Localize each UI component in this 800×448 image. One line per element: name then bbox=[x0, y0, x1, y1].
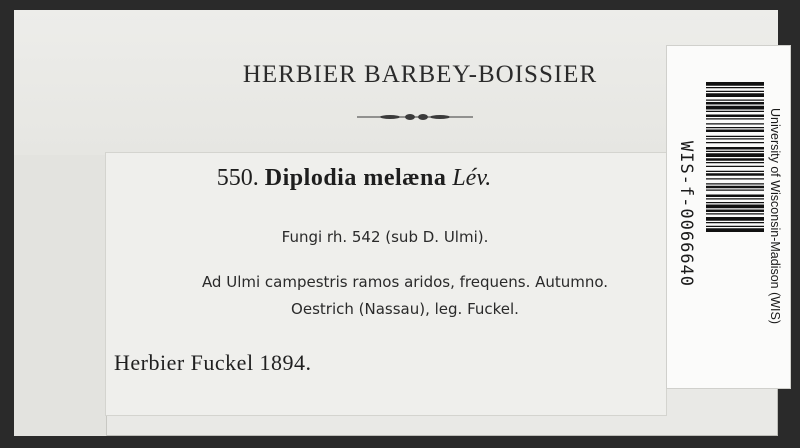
barcode-bar bbox=[706, 142, 764, 143]
barcode-bar bbox=[706, 173, 764, 176]
herbarium-header: HERBIER BARBEY-BOISSIER bbox=[242, 61, 598, 88]
taxon-name: Diplodia melæna bbox=[264, 165, 447, 191]
taxon-author: Lév. bbox=[452, 165, 492, 191]
barcode-bar bbox=[706, 186, 764, 189]
barcode-bar bbox=[706, 195, 764, 198]
barcode-bar bbox=[706, 171, 764, 172]
barcode-bar bbox=[706, 153, 764, 157]
barcode-bar bbox=[706, 226, 764, 227]
envelope-side-flap bbox=[14, 155, 107, 436]
barcode-bar bbox=[706, 82, 764, 86]
barcode-bar bbox=[706, 213, 764, 214]
barcode-bar bbox=[706, 183, 764, 184]
barcode-bar bbox=[706, 100, 764, 101]
catalog-number: WIS-f-0066640 bbox=[676, 140, 696, 288]
institution-name: University of Wisconsin-Madison (WIS) bbox=[768, 107, 782, 325]
barcode-bar bbox=[706, 102, 764, 105]
barcode-bar bbox=[706, 106, 764, 110]
barcode-bar bbox=[706, 151, 764, 152]
herbarium-source: Herbier Fuckel 1894. bbox=[114, 350, 312, 375]
barcode-bar bbox=[706, 91, 764, 92]
barcode-bar bbox=[706, 127, 764, 128]
barcode-bar bbox=[706, 118, 764, 119]
barcode-bar bbox=[706, 222, 764, 223]
barcode-bar bbox=[706, 162, 764, 163]
ornament-divider-icon bbox=[355, 110, 475, 124]
specimen-number: 550. bbox=[216, 165, 259, 191]
barcode-icon bbox=[706, 80, 764, 352]
barcode-bar bbox=[706, 158, 764, 161]
barcode-bar bbox=[706, 130, 764, 133]
barcode-bar bbox=[706, 202, 764, 203]
barcode-bar bbox=[706, 210, 764, 213]
barcode-bar bbox=[706, 115, 764, 118]
barcode-bar bbox=[706, 178, 764, 179]
habitat-text: Ad Ulmi campestris ramos aridos, frequens. Autumno. bbox=[201, 273, 609, 291]
barcode-bar bbox=[706, 136, 764, 137]
barcode-bar bbox=[706, 123, 764, 124]
barcode-bar bbox=[706, 166, 764, 167]
barcode-bar bbox=[706, 198, 764, 199]
locality-collector: Oestrich (Nassau), leg. Fuckel. bbox=[291, 300, 519, 318]
barcode-bar bbox=[706, 138, 764, 139]
barcode-bar bbox=[706, 93, 764, 97]
species-heading bbox=[106, 165, 602, 192]
barcode-bar bbox=[706, 190, 764, 191]
barcode-bar bbox=[706, 205, 764, 209]
barcode-bar bbox=[706, 147, 764, 150]
barcode-bar bbox=[706, 228, 764, 232]
barcode-bar bbox=[706, 217, 764, 221]
barcode-bar bbox=[706, 111, 764, 112]
exsiccata-reference: Fungi rh. 542 (sub D. Ulmi). bbox=[281, 228, 489, 246]
barcode-bar bbox=[706, 87, 764, 88]
